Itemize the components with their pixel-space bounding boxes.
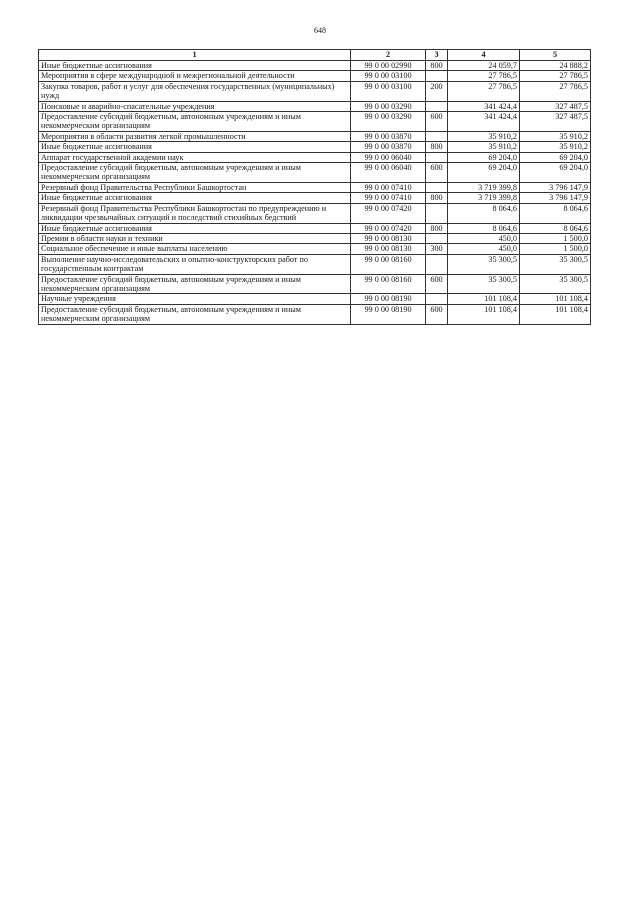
- row-code-cell: 99 0 00 06040: [351, 152, 426, 162]
- row-code-cell: 99 0 00 08130: [351, 233, 426, 243]
- table-row: [39, 244, 591, 254]
- row-value-col5: 24 888,2: [520, 61, 591, 71]
- row-name-cell: Предоставление субсидий бюджетным, автономным учреждениям и иным некоммерческим организациям: [39, 112, 351, 132]
- row-name-cell: Мероприятия в области развития легкой промышленности: [39, 131, 351, 141]
- row-code-cell: 99 0 00 07420: [351, 223, 426, 233]
- row-value-col5: 69 204,0: [520, 152, 591, 162]
- row-type-cell: [426, 233, 448, 243]
- table-row: [39, 274, 591, 294]
- row-code-cell: 99 0 00 08190: [351, 294, 426, 304]
- row-name-cell: Аппарат государственной академии наук: [39, 152, 351, 162]
- row-value-col5: 101 108,4: [520, 294, 591, 304]
- row-code-cell: 99 0 00 07410: [351, 193, 426, 203]
- table-row: [39, 182, 591, 192]
- column-header: 5: [520, 50, 591, 61]
- row-value-col4: 69 204,0: [448, 163, 520, 183]
- row-type-cell: 800: [426, 142, 448, 152]
- table-row: [39, 112, 591, 132]
- row-value-col5: 8 064,6: [520, 203, 591, 223]
- row-value-col5: 327 487,5: [520, 101, 591, 111]
- row-code-cell: 99 0 00 07410: [351, 182, 426, 192]
- page-number: 648: [314, 26, 326, 35]
- table-row: [39, 131, 591, 141]
- row-value-col5: 35 300,5: [520, 274, 591, 294]
- row-code-cell: 99 0 00 07420: [351, 203, 426, 223]
- row-code-cell: 99 0 00 03290: [351, 101, 426, 111]
- row-value-col4: 35 910,2: [448, 142, 520, 152]
- column-header: 3: [426, 50, 448, 61]
- row-name-cell: Предоставление субсидий бюджетным, автономным учреждениям и иным некоммерческим организациям: [39, 304, 351, 324]
- row-name-cell: Резервный фонд Правительства Республики Башкортостан: [39, 182, 351, 192]
- row-name-cell: Поисковые и аварийно-спасательные учреждения: [39, 101, 351, 111]
- row-type-cell: [426, 101, 448, 111]
- row-value-col4: 101 108,4: [448, 294, 520, 304]
- row-name-cell: Предоставление субсидий бюджетным, автономным учреждениям и иным некоммерческим организациям: [39, 274, 351, 294]
- row-value-col5: 327 487,5: [520, 112, 591, 132]
- row-name-cell: Резервный фонд Правительства Республики Башкортостан по предупреждению и ликвидации чрезвычайных ситуаций и последствий стихийных бедствий: [39, 203, 351, 223]
- row-name-cell: Мероприятия в сфере международной и межрегиональной деятельности: [39, 71, 351, 81]
- row-value-col5: 35 300,5: [520, 254, 591, 274]
- row-name-cell: Выполнение научно-исследовательских и опытно-конструкторских работ по государственным контрактам: [39, 254, 351, 274]
- row-type-cell: [426, 203, 448, 223]
- row-value-col4: 35 300,5: [448, 254, 520, 274]
- row-code-cell: 99 0 00 08160: [351, 274, 426, 294]
- table-row: [39, 254, 591, 274]
- row-type-cell: [426, 182, 448, 192]
- table-row: [39, 142, 591, 152]
- column-header: 1: [39, 50, 351, 61]
- row-value-col5: 1 500,0: [520, 244, 591, 254]
- row-value-col4: 27 786,5: [448, 81, 520, 101]
- row-name-cell: Иные бюджетные ассигнования: [39, 223, 351, 233]
- row-value-col5: 1 500,0: [520, 233, 591, 243]
- row-type-cell: 800: [426, 61, 448, 71]
- row-type-cell: [426, 294, 448, 304]
- row-value-col5: 8 064,6: [520, 223, 591, 233]
- row-code-cell: 99 0 00 08130: [351, 244, 426, 254]
- row-code-cell: 99 0 00 06040: [351, 163, 426, 183]
- row-type-cell: 600: [426, 304, 448, 324]
- column-header: 2: [351, 50, 426, 61]
- table-body: [39, 61, 591, 325]
- row-name-cell: Премии в области науки и техники: [39, 233, 351, 243]
- table-row: [39, 193, 591, 203]
- table-row: [39, 233, 591, 243]
- row-type-cell: 600: [426, 163, 448, 183]
- budget-table: [38, 49, 591, 325]
- row-value-col4: 24 059,7: [448, 61, 520, 71]
- row-type-cell: [426, 254, 448, 274]
- table-row: [39, 203, 591, 223]
- row-value-col4: 450,0: [448, 233, 520, 243]
- row-value-col5: 69 204,0: [520, 163, 591, 183]
- table-row: [39, 81, 591, 101]
- row-type-cell: 300: [426, 244, 448, 254]
- row-code-cell: 99 0 00 08160: [351, 254, 426, 274]
- table-row: [39, 71, 591, 81]
- row-type-cell: 200: [426, 81, 448, 101]
- row-value-col5: 35 910,2: [520, 142, 591, 152]
- row-value-col4: 35 300,5: [448, 274, 520, 294]
- row-code-cell: 99 0 00 03870: [351, 142, 426, 152]
- row-code-cell: 99 0 00 03290: [351, 112, 426, 132]
- row-value-col4: 450,0: [448, 244, 520, 254]
- row-code-cell: 99 0 00 02990: [351, 61, 426, 71]
- table-row: [39, 61, 591, 71]
- table-row: [39, 101, 591, 111]
- row-name-cell: Предоставление субсидий бюджетным, автономным учреждениям и иным некоммерческим организациям: [39, 163, 351, 183]
- row-type-cell: [426, 131, 448, 141]
- row-value-col5: 27 786,5: [520, 81, 591, 101]
- row-name-cell: Иные бюджетные ассигнования: [39, 61, 351, 71]
- row-value-col5: 101 108,4: [520, 304, 591, 324]
- table-row: [39, 294, 591, 304]
- row-value-col4: 69 204,0: [448, 152, 520, 162]
- row-value-col4: 35 910,2: [448, 131, 520, 141]
- row-value-col5: 3 796 147,9: [520, 193, 591, 203]
- row-value-col4: 3 719 399,8: [448, 182, 520, 192]
- row-value-col4: 27 786,5: [448, 71, 520, 81]
- row-value-col5: 27 786,5: [520, 71, 591, 81]
- row-name-cell: Закупка товаров, работ и услуг для обеспечения государственных (муниципальных) нужд: [39, 81, 351, 101]
- row-value-col4: 3 719 399,8: [448, 193, 520, 203]
- row-value-col4: 341 424,4: [448, 101, 520, 111]
- row-type-cell: 600: [426, 112, 448, 132]
- row-name-cell: Научные учреждения: [39, 294, 351, 304]
- row-name-cell: Иные бюджетные ассигнования: [39, 193, 351, 203]
- table-row: [39, 223, 591, 233]
- row-code-cell: 99 0 00 03100: [351, 81, 426, 101]
- row-value-col4: 341 424,4: [448, 112, 520, 132]
- row-type-cell: 800: [426, 193, 448, 203]
- row-type-cell: 600: [426, 274, 448, 294]
- table-header-row: [39, 50, 591, 61]
- row-value-col4: 101 108,4: [448, 304, 520, 324]
- row-code-cell: 99 0 00 03870: [351, 131, 426, 141]
- table-row: [39, 304, 591, 324]
- column-header: 4: [448, 50, 520, 61]
- table-row: [39, 152, 591, 162]
- row-value-col4: 8 064,6: [448, 203, 520, 223]
- row-name-cell: Социальное обеспечение и иные выплаты населению: [39, 244, 351, 254]
- row-value-col5: 3 796 147,9: [520, 182, 591, 192]
- row-type-cell: 800: [426, 223, 448, 233]
- row-name-cell: Иные бюджетные ассигнования: [39, 142, 351, 152]
- row-code-cell: 99 0 00 03100: [351, 71, 426, 81]
- row-type-cell: [426, 71, 448, 81]
- table-row: [39, 163, 591, 183]
- row-code-cell: 99 0 00 08190: [351, 304, 426, 324]
- row-value-col5: 35 910,2: [520, 131, 591, 141]
- row-type-cell: [426, 152, 448, 162]
- row-value-col4: 8 064,6: [448, 223, 520, 233]
